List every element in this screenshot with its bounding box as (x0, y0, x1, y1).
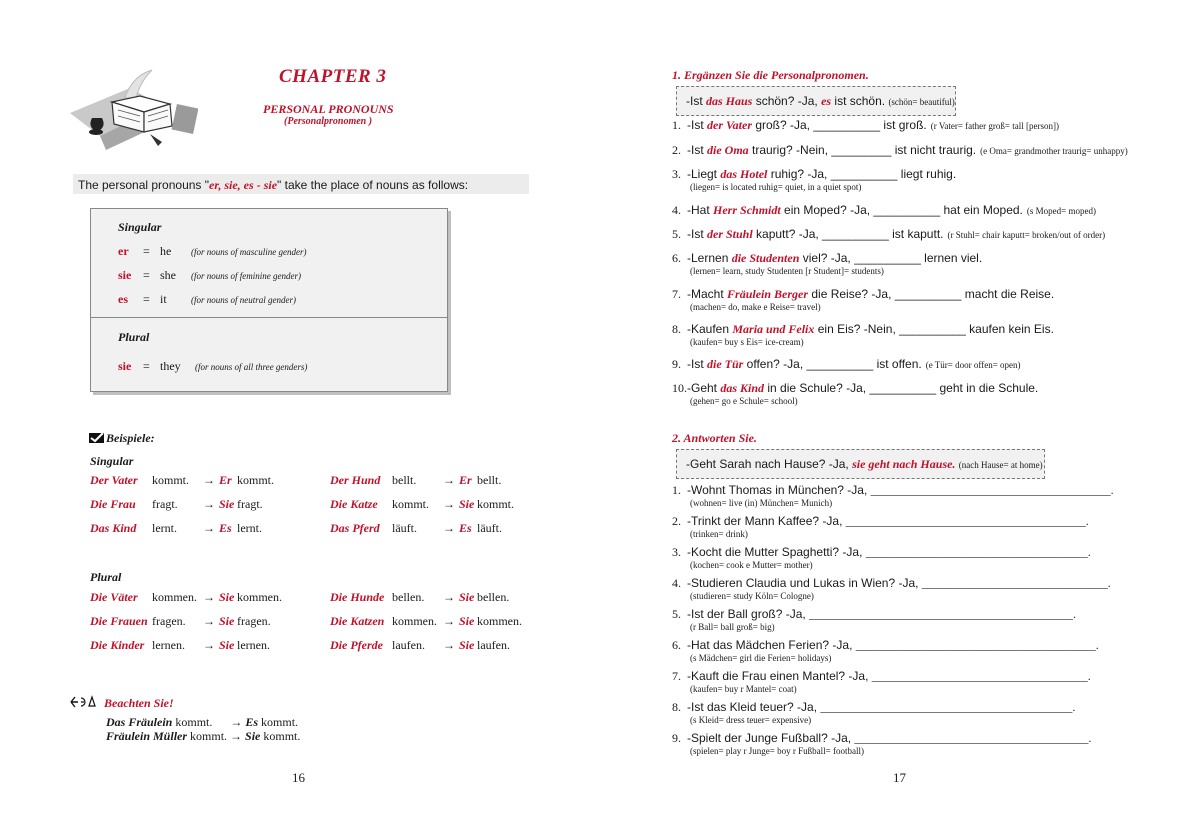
item-text-post: ruhig? -Ja, __________ liegt ruhig. (767, 167, 957, 181)
example-pronoun: Sie (459, 497, 475, 511)
item-gloss-below: (kochen= cook e Mutter= mother) (690, 560, 813, 570)
exercise-1-item (672, 357, 1021, 372)
item-number: 9. (672, 731, 681, 745)
equals-sign: = (143, 292, 150, 306)
exercise-2-item (672, 607, 1076, 622)
item-noun: die Oma (707, 143, 749, 157)
chapter-subtitle: PERSONAL PRONOUNS (263, 102, 394, 116)
note-pronoun: Sie (245, 729, 261, 743)
item-text-pre: -Kaufen (687, 322, 733, 336)
example-pronoun: Es (459, 521, 472, 535)
example-verb: kommt. (392, 497, 430, 511)
item-text-post: viel? -Ja, __________ lernen viel. (799, 251, 983, 265)
pronoun-en: he (160, 244, 172, 258)
pronoun-note: (for nouns of neutral gender) (191, 295, 296, 305)
item-question: -Spielt der Junge Fußball? -Ja, (687, 731, 855, 745)
note-noun: Fräulein Müller (106, 729, 188, 743)
item-number: 1. (672, 118, 681, 132)
item-question: -Wohnt Thomas in München? -Ja, (687, 483, 871, 497)
example-pronoun: Sie (219, 497, 235, 511)
intro-after: " take the place of nouns as follows: (277, 178, 469, 192)
item-question: -Studieren Claudia und Lukas in Wien? -Ja, (687, 576, 922, 590)
exercise-1-item (672, 251, 982, 266)
model-answer: sie geht nach Hause. (852, 457, 956, 471)
note-heading: Beachten Sie! (104, 696, 174, 710)
arrow-icon: → (203, 521, 215, 535)
example-verb: kommt. (152, 473, 190, 487)
model-gloss: (nach Hause= at home) (958, 460, 1043, 470)
exercise-1-model (686, 94, 955, 109)
model-question: -Geht Sarah nach Hause? -Ja, (686, 457, 853, 471)
arrow-icon: → (203, 497, 215, 511)
exercise-2-item (672, 669, 1091, 684)
item-noun: der Stuhl (707, 227, 753, 241)
item-gloss-below: (s Kleid= dress teuer= expensive) (690, 715, 812, 725)
equals-sign: = (143, 359, 150, 373)
arrow-icon: → (230, 715, 243, 729)
answer-blank: _______________________________________. (854, 731, 1092, 745)
example-verb: lernen. (152, 638, 185, 652)
chapter-title: CHAPTER 3 (279, 66, 387, 87)
example-verb: fragt. (152, 497, 178, 511)
example-pronoun: Er (219, 473, 232, 487)
example-verb: bellt. (392, 473, 417, 487)
example-noun: Die Väter (90, 590, 138, 604)
item-number: 4. (672, 576, 681, 590)
example-verb: läuft. (392, 521, 417, 535)
item-noun: das Hotel (720, 167, 768, 181)
item-number: 8. (672, 322, 681, 336)
example-pronoun: Sie (219, 638, 235, 652)
item-gloss: (r Vater= father groß= tall [person]) (930, 121, 1059, 131)
example-verb-2: kommt. (237, 473, 275, 487)
book-illustration (70, 68, 198, 158)
item-question: -Hat das Mädchen Ferien? -Ja, (687, 638, 856, 652)
box-plural-heading: Plural (118, 330, 150, 344)
pronoun-box-divider (90, 317, 447, 318)
arrow-icon: → (203, 614, 215, 628)
arrow-icon: → (443, 497, 455, 511)
item-text-pre: -Macht (687, 287, 728, 301)
attention-icon (70, 695, 98, 709)
intro-dash: - (253, 178, 264, 192)
exercise-1-item (672, 203, 1096, 218)
example-verb-2: kommen. (477, 614, 522, 628)
exercise-2-item (672, 576, 1111, 591)
example-verb-2: läuft. (477, 521, 502, 535)
answer-blank: _______________________________. (921, 576, 1111, 590)
example-verb: laufen. (392, 638, 425, 652)
item-text-pre: -Ist (687, 118, 707, 132)
item-gloss-below: (liegen= is located ruhig= quiet, in a quiet spot) (690, 182, 862, 192)
example-verb-2: fragen. (237, 614, 271, 628)
item-gloss-below: (spielen= play r Junge= boy r Fußball= football) (690, 746, 864, 756)
pronoun-en: it (160, 292, 167, 306)
pronoun-row-es (118, 292, 296, 307)
answer-blank: ________________________________________. (855, 638, 1099, 652)
example-noun: Der Vater (90, 473, 138, 487)
item-gloss-below: (studieren= study Köln= Cologne) (690, 591, 814, 601)
item-gloss: (s Moped= moped) (1026, 206, 1096, 216)
examples-heading: Beispiele: (106, 431, 155, 445)
intro-pronouns-singular: er, sie, es (209, 178, 254, 192)
item-number: 6. (672, 251, 681, 265)
example-pronoun: Sie (219, 614, 235, 628)
model-text-b: schön? -Ja, (752, 94, 822, 108)
pronoun-de: sie (118, 359, 132, 373)
item-text-pre: -Ist (687, 357, 707, 371)
item-number: 8. (672, 700, 681, 714)
answer-blank: ________________________________________. (870, 483, 1114, 497)
exercise-2-item (672, 514, 1089, 529)
exercise-1-item (672, 227, 1105, 242)
item-text-pre: -Liegt (687, 167, 721, 181)
item-question: -Kocht die Mutter Spaghetti? -Ja, (687, 545, 866, 559)
page-number-right: 17 (893, 770, 906, 785)
arrow-icon: → (443, 521, 455, 535)
intro-pronoun-plural: sie (263, 178, 278, 192)
exercise-1-item (672, 322, 1054, 337)
item-question: -Kauft die Frau einen Mantel? -Ja, (687, 669, 872, 683)
model-pronoun: es (821, 94, 832, 108)
item-question: -Ist der Ball groß? -Ja, (687, 607, 810, 621)
example-verb-2: lernen. (237, 638, 270, 652)
exercise-2-item (672, 700, 1075, 715)
item-noun: die Tür (707, 357, 744, 371)
exercise-1-item (672, 381, 1038, 396)
arrow-icon: → (443, 638, 455, 652)
answer-blank: ____________________________________________. (809, 607, 1077, 621)
arrow-icon: → (443, 590, 455, 604)
model-noun: das Haus (706, 94, 753, 108)
pronoun-row-sie-plural (118, 359, 307, 374)
note-row-2 (106, 729, 300, 744)
item-text-pre: -Ist (687, 227, 707, 241)
exercise-2-item (672, 638, 1099, 653)
item-question: -Trinkt der Mann Kaffee? -Ja, (687, 514, 846, 528)
item-number: 9. (672, 357, 681, 371)
example-noun: Die Kinder (90, 638, 145, 652)
example-noun: Die Katze (330, 497, 378, 511)
exercise-2-item (672, 731, 1091, 746)
item-gloss-below: (r Ball= ball groß= big) (690, 622, 775, 632)
answer-blank: ________________________________________. (845, 514, 1089, 528)
model-gloss: (schön= beautiful) (888, 97, 955, 107)
example-verb: kommen. (152, 590, 197, 604)
note-verb2: kommt. (263, 729, 301, 743)
item-gloss-below: (kaufen= buy r Mantel= coat) (690, 684, 797, 694)
example-noun: Der Hund (330, 473, 381, 487)
pronoun-de: sie (118, 268, 132, 282)
item-text-post: ein Eis? -Nein, __________ kaufen kein Eis. (814, 322, 1054, 336)
intro-text (78, 178, 468, 193)
example-pronoun: Sie (459, 590, 475, 604)
answer-blank: __________________________________________. (820, 700, 1076, 714)
item-noun: der Vater (707, 118, 752, 132)
item-gloss-below: (wohnen= live (in) München= Munich) (690, 498, 833, 508)
item-gloss-below: (kaufen= buy s Eis= ice-cream) (690, 337, 804, 347)
item-text-post: groß? -Ja, __________ ist groß. (752, 118, 927, 132)
equals-sign: = (143, 244, 150, 258)
item-number: 7. (672, 287, 681, 301)
pronoun-row-sie (118, 268, 301, 283)
example-pronoun: Sie (219, 590, 235, 604)
example-verb: fragen. (152, 614, 186, 628)
model-text-a: -Ist (686, 94, 706, 108)
exercise-2-item (672, 545, 1091, 560)
example-noun: Das Kind (90, 521, 137, 535)
item-gloss-below: (trinken= drink) (690, 529, 748, 539)
exercise-1-item (672, 118, 1059, 133)
item-text-pre: -Lernen (687, 251, 732, 265)
item-number: 3. (672, 545, 681, 559)
example-noun: Die Frau (90, 497, 136, 511)
item-text-post: kaputt? -Ja, __________ ist kaputt. (752, 227, 944, 241)
item-noun: Fräulein Berger (727, 287, 809, 301)
pronoun-note: (for nouns of feminine gender) (191, 271, 301, 281)
example-verb-2: kommen. (237, 590, 282, 604)
item-text-pre: -Hat (687, 203, 714, 217)
pronoun-row-er (118, 244, 306, 259)
pronoun-en: they (160, 359, 181, 373)
item-text-post: die Reise? -Ja, __________ macht die Reise. (808, 287, 1055, 301)
arrow-icon: → (443, 614, 455, 628)
note-verb: kommt. (175, 715, 213, 729)
exercise-2-item (672, 483, 1114, 498)
item-gloss-below: (s Mädchen= girl die Ferien= holidays) (690, 653, 832, 663)
example-noun: Die Pferde (330, 638, 383, 652)
exercise-2-title: 2. Antworten Sie. (672, 431, 757, 445)
item-text-post: traurig? -Nein, _________ ist nicht traurig. (748, 143, 977, 157)
item-gloss: (r Stuhl= chair kaputt= broken/out of order) (947, 230, 1106, 240)
item-text-pre: -Ist (687, 143, 707, 157)
example-verb-2: kommt. (477, 497, 515, 511)
item-gloss: (e Oma= grandmother traurig= unhappy) (980, 146, 1128, 156)
pronoun-note: (for nouns of masculine gender) (191, 247, 307, 257)
item-gloss: (e Tür= door offen= open) (925, 360, 1021, 370)
exercise-1-item (672, 167, 956, 182)
exercise-1-item (672, 143, 1128, 158)
arrow-icon: → (443, 473, 455, 487)
answer-blank: ____________________________________. (871, 669, 1091, 683)
item-gloss-below: (machen= do, make e Reise= travel) (690, 302, 821, 312)
example-noun: Die Katzen (330, 614, 385, 628)
answer-blank: _____________________________________. (865, 545, 1091, 559)
box-singular-heading: Singular (118, 220, 162, 234)
item-number: 3. (672, 167, 681, 181)
example-verb: lernt. (152, 521, 177, 535)
item-number: 7. (672, 669, 681, 683)
example-noun: Die Frauen (90, 614, 148, 628)
note-row-1 (106, 715, 298, 730)
intro-before: The personal pronouns " (78, 178, 210, 192)
item-noun: die Studenten (731, 251, 800, 265)
model-text-c: ist schön. (831, 94, 886, 108)
pronoun-de: es (118, 292, 128, 306)
example-verb-2: laufen. (477, 638, 510, 652)
example-pronoun: Sie (459, 638, 475, 652)
equals-sign: = (143, 268, 150, 282)
item-text-post: ein Moped? -Ja, __________ hat ein Moped. (780, 203, 1023, 217)
example-verb: bellen. (392, 590, 425, 604)
item-text-pre: -Geht (687, 381, 721, 395)
item-number: 6. (672, 638, 681, 652)
example-verb-2: bellt. (477, 473, 502, 487)
item-text-post: in die Schule? -Ja, __________ geht in die Schule. (764, 381, 1039, 395)
example-pronoun: Er (459, 473, 472, 487)
item-question: -Ist das Kleid teuer? -Ja, (687, 700, 821, 714)
example-verb: kommen. (392, 614, 437, 628)
example-pronoun: Es (219, 521, 232, 535)
page-number-left: 16 (292, 770, 305, 785)
chapter-subtitle-german: (Personalpronomen ) (284, 116, 373, 127)
item-noun: das Kind (720, 381, 765, 395)
exercise-1-item (672, 287, 1054, 302)
examples-plural-heading: Plural (90, 570, 122, 584)
pronoun-en: she (160, 268, 176, 282)
example-noun: Das Pferd (330, 521, 380, 535)
exercise-2-model (686, 457, 1043, 472)
item-gloss-below: (lernen= learn, study Studenten [r Student]= students) (690, 266, 884, 276)
item-number: 5. (672, 607, 681, 621)
item-number: 2. (672, 514, 681, 528)
example-verb-2: lernt. (237, 521, 262, 535)
item-noun: Herr Schmidt (713, 203, 781, 217)
item-number: 4. (672, 203, 681, 217)
arrow-icon: → (203, 590, 215, 604)
item-gloss-below: (gehen= go e Schule= school) (690, 396, 798, 406)
exercise-1-title: 1. Ergänzen Sie die Personalpronomen. (672, 68, 869, 82)
example-verb-2: fragt. (237, 497, 263, 511)
arrow-icon: → (230, 729, 243, 743)
note-noun: Das Fräulein (106, 715, 173, 729)
note-verb2: kommt. (261, 715, 299, 729)
item-noun: Maria und Felix (732, 322, 815, 336)
pronoun-de: er (118, 244, 129, 258)
pronoun-note: (for nouns of all three genders) (195, 362, 308, 372)
item-text-post: offen? -Ja, __________ ist offen. (743, 357, 922, 371)
item-number: 1. (672, 483, 681, 497)
examples-singular-heading: Singular (90, 454, 134, 468)
example-pronoun: Sie (459, 614, 475, 628)
item-number: 5. (672, 227, 681, 241)
item-number: 10. (672, 381, 687, 395)
note-pronoun: Es (245, 715, 259, 729)
note-verb: kommt. (190, 729, 228, 743)
example-verb-2: bellen. (477, 590, 510, 604)
arrow-icon: → (203, 638, 215, 652)
checkmark-icon (89, 432, 105, 444)
arrow-icon: → (203, 473, 215, 487)
item-number: 2. (672, 143, 681, 157)
example-noun: Die Hunde (330, 590, 385, 604)
